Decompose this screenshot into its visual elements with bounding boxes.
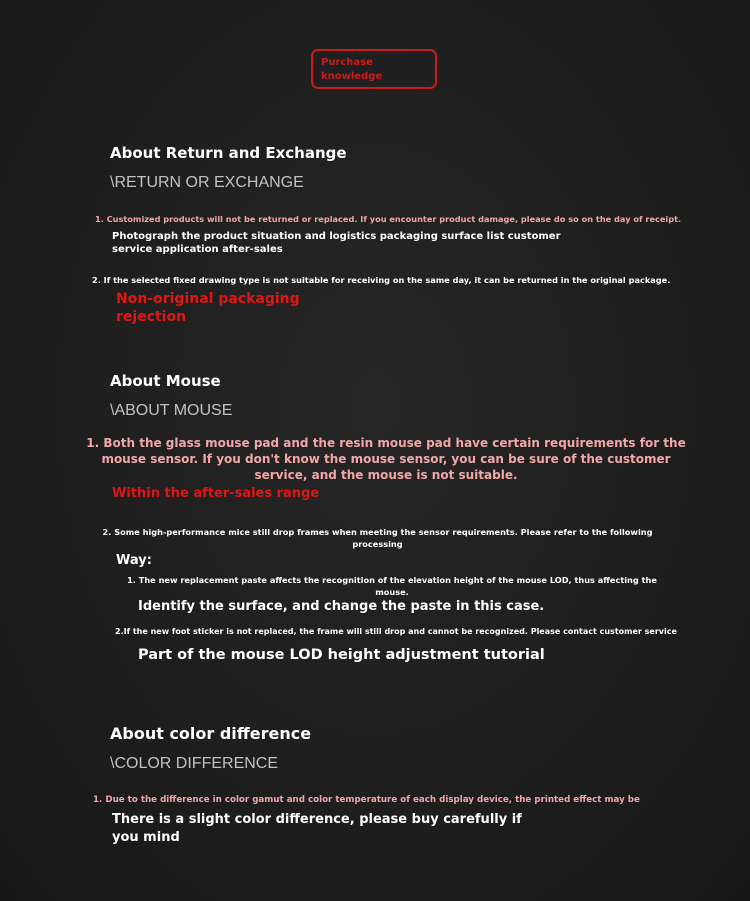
- return-item-1-detail: Photograph the product situation and logistics packaging surface list customer service application after-sales: [112, 231, 561, 255]
- color-section-subtitle: \COLOR DIFFERENCE: [110, 755, 279, 772]
- mouse-way-2: 2.If the new foot sticker is not replaced, the frame will still drop and cannot be recognized. Please contact customer service: [115, 627, 677, 636]
- mouse-way-1-detail: Identify the surface, and change the paste in this case.: [138, 599, 545, 614]
- return-section-subtitle: \RETURN OR EXCHANGE: [110, 174, 304, 191]
- color-section-title: About color difference: [110, 724, 312, 743]
- return-item-1: 1. Customized products will not be returned or replaced. If you encounter product damage, please do so on the day of receipt.: [95, 214, 682, 224]
- mouse-way-2-detail: Part of the mouse LOD height adjustment tutorial: [138, 647, 545, 663]
- mouse-section-title: About Mouse: [110, 372, 221, 390]
- mouse-item-1-highlight: Within the after-sales range: [112, 486, 320, 501]
- mouse-way-label: Way:: [116, 553, 152, 568]
- return-item-2: 2. If the selected fixed drawing type is not suitable for receiving on the same day, it can be returned in the original package.: [92, 275, 671, 285]
- mouse-item-1: 1. Both the glass mouse pad and the resin mouse pad have certain requirements for the mouse sensor. If you don't know the mouse sensor, you can be sure of the customer service, and the mouse is not suitable.: [86, 436, 686, 482]
- return-item-2-highlight: Non-original packaging rejection: [116, 291, 300, 325]
- color-item-1-detail: There is a slight color difference, please buy carefully if you mind: [112, 812, 522, 845]
- return-section-title: About Return and Exchange: [110, 144, 347, 162]
- mouse-way-1: 1. The new replacement paste affects the recognition of the elevation height of the mouse LOD, thus affecting the mouse.: [127, 575, 657, 597]
- purchase-knowledge-badge: [311, 49, 437, 89]
- color-item-1: 1. Due to the difference in color gamut and color temperature of each display device, the printed effect may be: [93, 795, 640, 805]
- mouse-item-2: 2. Some high-performance mice still drop frames when meeting the sensor requirements. Please refer to the following processing: [102, 527, 653, 549]
- badge-label: Purchase knowledge: [321, 57, 383, 82]
- mouse-section-subtitle: \ABOUT MOUSE: [110, 402, 233, 419]
